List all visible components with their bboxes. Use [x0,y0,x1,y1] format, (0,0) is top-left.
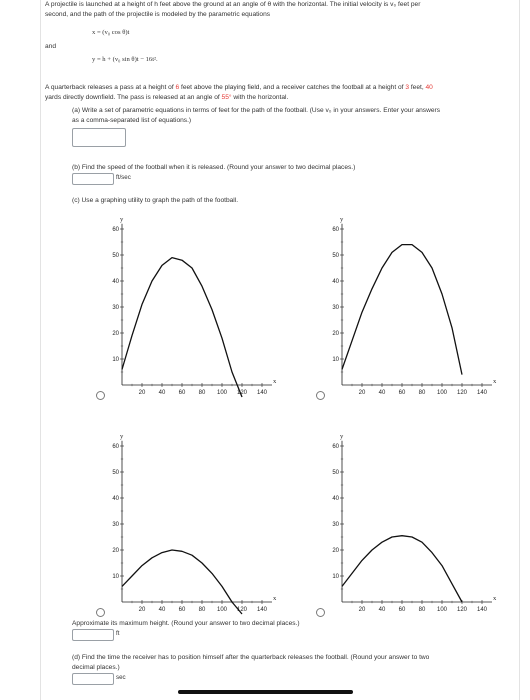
y-axis-label: y [120,432,124,440]
part-c-question: (c) Use a graphing utility to graph the path of the football. [72,197,239,204]
y-tick-label: 50 [332,470,339,476]
x-tick-label: 80 [198,607,206,613]
x-tick-label: 40 [378,607,386,613]
y-tick-label: 30 [332,305,339,311]
x-tick-label: 100 [436,607,448,613]
y-tick-label: 40 [112,496,119,502]
x-tick-label: 60 [178,390,186,396]
x-tick-label: 40 [158,607,166,613]
x-axis-label: x [493,595,497,602]
x-tick-label: 120 [456,390,468,396]
release-angle: 55° [221,93,232,101]
catch-height: 3 [405,84,410,91]
y-tick-label: 10 [112,357,119,363]
max-height-answer-input[interactable] [72,629,114,641]
x-tick-label: 80 [418,390,426,396]
trajectory-curve [122,550,242,614]
max-height-unit: ft [116,630,120,637]
y-tick-label: 10 [332,357,339,363]
problem-line-2: yards directly downfield. The pass is released at an angle of 55° with the horizontal. [45,93,289,101]
x-axis-label: x [493,378,497,385]
x-tick-label: 20 [358,607,366,613]
y-tick-label: 30 [112,522,119,528]
y-tick-label: 20 [112,331,119,337]
equation-y: y = h + (v₀ sin θ)t − 16t². [92,56,158,63]
y-tick-label: 30 [112,305,119,311]
x-axis-label: x [273,595,277,602]
x-tick-label: 80 [418,607,426,613]
part-d-question: (d) Find the time the receiver has to position himself after the quarterback releases the football. (Round your answer to two decimal places.) [72,654,430,671]
y-tick-label: 60 [332,227,339,233]
trajectory-curve [342,245,462,375]
problem-line-1: A quarterback releases a pass at a height of 6 feet above the playing field, and a receiver catches the football at a height of 3 feet, 40 [45,84,433,91]
part-b-answer-input[interactable] [72,173,114,185]
graph-svg [324,207,520,399]
graph-option-2 [324,207,520,399]
trajectory-curve [342,536,462,602]
y-tick-label: 50 [112,470,119,476]
y-axis-label: y [120,215,124,223]
y-axis-label: y [340,432,344,440]
part-b-unit: ft/sec [116,174,131,181]
x-tick-label: 140 [256,607,268,613]
x-tick-label: 120 [456,607,468,613]
intro-line-2: second, and the path of the projectile is modeled by the parametric equations [45,10,271,18]
x-tick-label: 140 [476,390,488,396]
part-a-answer-input[interactable] [72,128,126,147]
x-tick-label: 100 [436,390,448,396]
x-tick-label: 140 [256,390,268,396]
x-tick-label: 100 [216,390,228,396]
y-tick-label: 20 [112,548,119,554]
yards-downfield: 40 [425,84,433,91]
part-a-question: (a) Write a set of parametric equations in terms of feet for the path of the football. (Use v₀ in your answers. Enter your answers as a comma-separated list of equations.) [72,107,441,124]
y-tick-label: 50 [112,253,119,259]
graph-option-1 [104,207,300,399]
part-d-answer-input[interactable] [72,673,114,685]
y-tick-label: 40 [112,279,119,285]
graph-svg [104,207,300,399]
x-tick-label: 60 [398,607,406,613]
y-tick-label: 40 [332,279,339,285]
x-tick-label: 20 [138,607,146,613]
x-tick-label: 120 [236,390,248,396]
problem-text [45,83,520,102]
release-height: 6 [175,84,180,91]
x-tick-label: 20 [138,390,146,396]
y-tick-label: 20 [332,331,339,337]
x-tick-label: 80 [198,390,206,396]
equation-x: x = (v₀ cos θ)t [92,29,130,36]
y-tick-label: 50 [332,253,339,259]
x-tick-label: 100 [216,607,228,613]
y-tick-label: 10 [112,574,119,580]
part-d-unit: sec [116,674,126,681]
home-indicator [178,690,353,694]
y-tick-label: 10 [332,574,339,580]
y-tick-label: 60 [112,444,119,450]
y-tick-label: 20 [332,548,339,554]
x-tick-label: 140 [476,607,488,613]
intro-line-1: A projectile is launched at a height of h feet above the ground at an angle of θ with the horizontal. The initial velocity is v₀ feet per [45,1,421,8]
graph-svg [104,424,300,616]
part-b-question: (b) Find the speed of the football when it is released. (Round your answer to two decimal places.) [72,164,356,171]
graph-option-4 [324,424,520,616]
x-tick-label: 40 [158,390,166,396]
graph-svg [324,424,520,616]
trajectory-curve [122,258,242,397]
x-tick-label: 20 [358,390,366,396]
graph-option-3 [104,424,300,616]
x-tick-label: 120 [236,607,248,613]
x-tick-label: 60 [178,607,186,613]
intro-text [45,0,515,19]
y-tick-label: 40 [332,496,339,502]
x-axis-label: x [273,378,277,385]
x-tick-label: 60 [398,390,406,396]
max-height-question: Approximate its maximum height. (Round your answer to two decimal places.) [72,620,300,627]
y-tick-label: 60 [112,227,119,233]
y-tick-label: 60 [332,444,339,450]
x-tick-label: 40 [378,390,386,396]
and-label: and [45,43,57,50]
y-tick-label: 30 [332,522,339,528]
y-axis-label: y [340,215,344,223]
